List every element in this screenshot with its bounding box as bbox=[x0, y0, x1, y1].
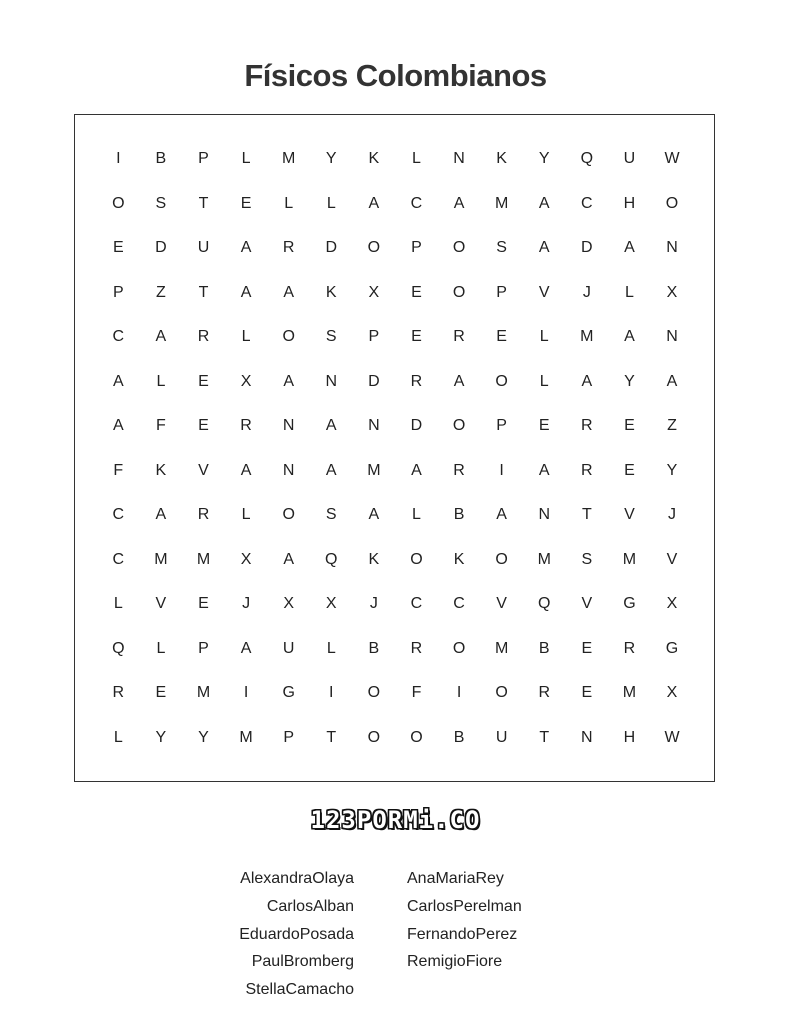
grid-letter: L bbox=[113, 728, 123, 746]
grid-letter: C bbox=[112, 550, 125, 568]
grid-letter: R bbox=[197, 328, 210, 346]
grid-letter: X bbox=[666, 595, 678, 613]
grid-letter: E bbox=[240, 194, 252, 212]
grid-letter: T bbox=[539, 728, 550, 746]
grid-letter: O bbox=[452, 239, 466, 257]
word-list-item: EduardoPosada bbox=[239, 925, 354, 943]
grid-letter: N bbox=[581, 728, 593, 746]
grid-letter: W bbox=[664, 728, 680, 746]
grid-letter: B bbox=[453, 728, 465, 746]
grid-letter: M bbox=[622, 550, 637, 568]
grid-letter: O bbox=[112, 194, 125, 212]
grid-letter: V bbox=[155, 595, 167, 613]
grid-letter: M bbox=[196, 550, 211, 568]
grid-letter: L bbox=[241, 150, 251, 168]
grid-letter: L bbox=[539, 328, 549, 346]
grid-letter: I bbox=[456, 684, 462, 702]
word-list-item: StellaCamacho bbox=[245, 981, 354, 999]
grid-letter: O bbox=[495, 684, 508, 702]
grid-letter: P bbox=[496, 283, 507, 301]
grid-letter: E bbox=[411, 283, 422, 301]
grid-letter: A bbox=[155, 328, 167, 346]
grid-letter: F bbox=[113, 461, 124, 479]
grid-letter: T bbox=[198, 283, 209, 301]
grid-letter: M bbox=[367, 461, 381, 479]
word-list-right bbox=[407, 865, 522, 976]
grid-letter: M bbox=[282, 150, 296, 168]
grid-letter: V bbox=[496, 595, 507, 613]
letter-grid bbox=[97, 137, 693, 760]
grid-letter: P bbox=[496, 417, 507, 435]
word-list-item: FernandoPerez bbox=[407, 925, 518, 943]
grid-letter: L bbox=[113, 595, 123, 613]
grid-letter: B bbox=[368, 639, 380, 657]
grid-letter: Z bbox=[667, 417, 677, 435]
grid-letter: M bbox=[580, 328, 594, 346]
grid-letter: M bbox=[239, 728, 253, 746]
grid-letter: D bbox=[155, 239, 167, 257]
grid-letter: K bbox=[325, 283, 337, 301]
grid-letter: Y bbox=[325, 150, 337, 168]
grid-letter: T bbox=[326, 728, 337, 746]
grid-letter: M bbox=[622, 684, 637, 702]
grid-letter: A bbox=[240, 639, 252, 657]
grid-letter: S bbox=[155, 194, 167, 212]
grid-letter: A bbox=[240, 461, 252, 479]
word-list-item: RemigioFiore bbox=[407, 953, 503, 971]
grid-letter: N bbox=[538, 506, 551, 524]
grid-letter: J bbox=[668, 506, 677, 524]
grid-letter: G bbox=[665, 639, 679, 657]
grid-letter: V bbox=[581, 595, 593, 613]
grid-letter: B bbox=[155, 150, 167, 168]
grid-letter: A bbox=[624, 328, 635, 346]
grid-letter: L bbox=[241, 506, 251, 524]
grid-letter: L bbox=[284, 194, 294, 212]
grid-letter: N bbox=[325, 372, 338, 390]
grid-letter: J bbox=[242, 595, 251, 613]
word-list-left bbox=[239, 865, 354, 1004]
grid-letter: A bbox=[496, 506, 507, 524]
grid-letter: M bbox=[537, 550, 551, 568]
grid-letter: A bbox=[283, 283, 294, 301]
grid-letter: E bbox=[624, 461, 635, 479]
grid-letter: O bbox=[367, 684, 381, 702]
grid-letter: O bbox=[495, 372, 508, 390]
grid-letter: O bbox=[495, 550, 508, 568]
grid-letter: U bbox=[282, 639, 295, 657]
grid-letter: N bbox=[282, 417, 295, 435]
grid-letter: O bbox=[452, 283, 466, 301]
grid-letter: X bbox=[666, 283, 678, 301]
word-list-item: AlexandraOlaya bbox=[240, 870, 354, 887]
grid-letter: A bbox=[283, 550, 294, 568]
grid-letter: H bbox=[623, 728, 636, 746]
grid-letter: Q bbox=[112, 639, 125, 657]
grid-letter: N bbox=[666, 239, 678, 257]
grid-letter: T bbox=[198, 194, 209, 212]
grid-letter: J bbox=[369, 595, 378, 613]
grid-letter: Y bbox=[155, 728, 167, 746]
grid-letter: O bbox=[410, 550, 423, 568]
grid-letter: F bbox=[411, 684, 422, 702]
grid-letter: L bbox=[326, 194, 336, 212]
grid-letter: C bbox=[112, 328, 125, 346]
grid-letter: O bbox=[367, 728, 381, 746]
grid-letter: A bbox=[240, 239, 252, 257]
grid-letter: L bbox=[241, 328, 251, 346]
grid-letter: J bbox=[582, 283, 591, 301]
grid-letter: K bbox=[155, 461, 167, 479]
grid-letter: L bbox=[412, 150, 421, 168]
grid-letter: P bbox=[112, 283, 124, 301]
grid-letter: S bbox=[581, 550, 593, 568]
grid-letter: C bbox=[453, 595, 465, 613]
grid-letter: W bbox=[664, 150, 680, 168]
grid-letter: N bbox=[282, 461, 295, 479]
grid-letter: A bbox=[325, 461, 337, 479]
grid-letter: Y bbox=[198, 728, 209, 746]
grid-letter: A bbox=[538, 239, 550, 257]
word-list-item: CarlosAlban bbox=[266, 897, 354, 915]
grid-letter: A bbox=[368, 194, 380, 212]
grid-letter: R bbox=[581, 461, 593, 479]
grid-letter: A bbox=[538, 194, 550, 212]
grid-letter: L bbox=[326, 639, 336, 657]
grid-letter: L bbox=[156, 372, 166, 390]
grid-letter: A bbox=[624, 239, 635, 257]
grid-letter: I bbox=[243, 684, 249, 702]
grid-letter: X bbox=[325, 595, 337, 613]
grid-letter: L bbox=[156, 639, 166, 657]
grid-letter: D bbox=[410, 417, 423, 435]
grid-letter: P bbox=[368, 328, 380, 346]
grid-letter: I bbox=[116, 150, 121, 168]
grid-letter: V bbox=[538, 283, 550, 301]
grid-letter: X bbox=[283, 595, 294, 613]
word-search-grid-frame bbox=[74, 114, 715, 782]
grid-letter: A bbox=[112, 417, 124, 435]
grid-letter: R bbox=[282, 239, 295, 257]
grid-letter: G bbox=[282, 684, 295, 702]
grid-letter: M bbox=[494, 194, 509, 212]
grid-letter: M bbox=[494, 639, 509, 657]
grid-letter: L bbox=[624, 283, 634, 301]
grid-letter: B bbox=[538, 639, 550, 657]
grid-letter: L bbox=[412, 506, 421, 524]
word-list-item: AnaMariaRey bbox=[407, 870, 504, 887]
grid-letter: U bbox=[495, 728, 508, 746]
grid-letter: R bbox=[453, 328, 465, 346]
grid-letter: A bbox=[240, 283, 252, 301]
grid-letter: O bbox=[452, 639, 466, 657]
grid-letter: A bbox=[538, 461, 550, 479]
grid-letter: M bbox=[154, 550, 168, 568]
grid-letter: E bbox=[581, 684, 593, 702]
grid-letter: N bbox=[368, 417, 380, 435]
grid-letter: S bbox=[325, 506, 337, 524]
grid-letter: C bbox=[581, 194, 593, 212]
grid-letter: D bbox=[581, 239, 593, 257]
grid-letter: X bbox=[240, 550, 252, 568]
grid-letter: A bbox=[453, 194, 465, 212]
grid-letter: I bbox=[499, 461, 504, 479]
grid-letter: F bbox=[156, 417, 166, 435]
grid-letter: K bbox=[368, 550, 380, 568]
grid-letter: R bbox=[197, 506, 210, 524]
grid-letter: X bbox=[666, 684, 678, 702]
grid-letter: R bbox=[623, 639, 636, 657]
grid-letter: E bbox=[198, 417, 209, 435]
grid-letter: K bbox=[368, 150, 380, 168]
grid-letter: A bbox=[581, 372, 593, 390]
grid-letter: S bbox=[496, 239, 507, 257]
grid-letter: P bbox=[411, 239, 422, 257]
grid-letter: O bbox=[282, 506, 295, 524]
grid-letter: O bbox=[410, 728, 423, 746]
grid-letter: G bbox=[623, 595, 636, 613]
grid-letter: A bbox=[155, 506, 167, 524]
grid-letter: V bbox=[666, 550, 678, 568]
grid-letter: X bbox=[240, 372, 252, 390]
grid-letter: Y bbox=[666, 461, 678, 479]
grid-letter: Y bbox=[538, 150, 550, 168]
grid-letter: K bbox=[496, 150, 507, 168]
grid-letter: P bbox=[283, 728, 294, 746]
grid-letter: A bbox=[666, 372, 678, 390]
grid-letter: E bbox=[496, 328, 507, 346]
grid-letter: Z bbox=[156, 283, 166, 301]
brand-logo: 123PORMi.CO bbox=[310, 806, 481, 834]
grid-letter: E bbox=[581, 639, 593, 657]
grid-letter: O bbox=[452, 417, 466, 435]
grid-letter: O bbox=[367, 239, 381, 257]
grid-letter: A bbox=[283, 372, 294, 390]
grid-letter: M bbox=[196, 684, 211, 702]
grid-letter: P bbox=[198, 639, 209, 657]
grid-letter: L bbox=[539, 372, 549, 390]
grid-letter: N bbox=[666, 328, 678, 346]
grid-letter: E bbox=[198, 372, 209, 390]
grid-letter: R bbox=[581, 417, 593, 435]
grid-letter: E bbox=[411, 328, 422, 346]
grid-letter: I bbox=[329, 684, 334, 702]
grid-letter: B bbox=[453, 506, 465, 524]
grid-letter: A bbox=[411, 461, 422, 479]
grid-letter: Q bbox=[538, 595, 551, 613]
grid-letter: E bbox=[624, 417, 635, 435]
grid-letter: A bbox=[112, 372, 124, 390]
grid-letter: Q bbox=[580, 150, 594, 168]
grid-letter: E bbox=[112, 239, 124, 257]
word-list-item: PaulBromberg bbox=[251, 953, 354, 971]
grid-letter: C bbox=[410, 194, 423, 212]
grid-letter: V bbox=[624, 506, 635, 524]
grid-letter: U bbox=[197, 239, 210, 257]
grid-letter: U bbox=[623, 150, 636, 168]
grid-letter: C bbox=[410, 595, 423, 613]
grid-letter: R bbox=[538, 684, 551, 702]
grid-letter: K bbox=[453, 550, 465, 568]
grid-letter: R bbox=[453, 461, 465, 479]
grid-letter: D bbox=[325, 239, 338, 257]
grid-letter: N bbox=[453, 150, 465, 168]
grid-letter: H bbox=[623, 194, 636, 212]
grid-letter: Q bbox=[325, 550, 338, 568]
grid-letter: X bbox=[368, 283, 380, 301]
grid-letter: R bbox=[410, 372, 423, 390]
grid-letter: O bbox=[665, 194, 679, 212]
grid-letter: E bbox=[155, 684, 167, 702]
grid-letter: R bbox=[410, 639, 423, 657]
grid-letter: A bbox=[368, 506, 380, 524]
grid-letter: Y bbox=[624, 372, 635, 390]
grid-letter: E bbox=[538, 417, 550, 435]
grid-letter: T bbox=[581, 506, 592, 524]
grid-letter: A bbox=[453, 372, 465, 390]
grid-letter: A bbox=[325, 417, 337, 435]
grid-letter: R bbox=[240, 417, 252, 435]
grid-letter: V bbox=[198, 461, 209, 479]
page-title: Físicos Colombianos bbox=[244, 58, 547, 93]
grid-letter: S bbox=[325, 328, 337, 346]
grid-letter: C bbox=[112, 506, 125, 524]
grid-letter: R bbox=[112, 684, 125, 702]
grid-letter: O bbox=[282, 328, 295, 346]
word-list-item: CarlosPerelman bbox=[407, 897, 522, 915]
grid-letter: P bbox=[198, 150, 209, 168]
grid-letter: D bbox=[368, 372, 380, 390]
grid-letter: E bbox=[198, 595, 209, 613]
